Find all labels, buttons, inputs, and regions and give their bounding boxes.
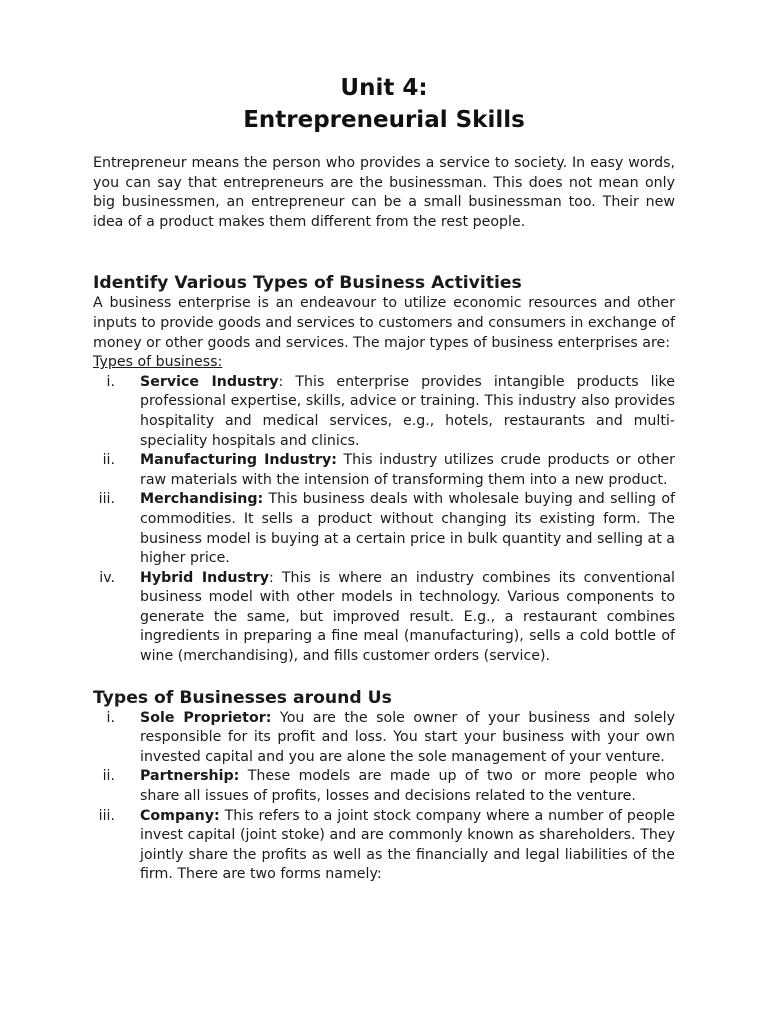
list-numeral: iv. xyxy=(99,569,115,586)
list-item-company xyxy=(93,807,675,885)
list-item-service-industry xyxy=(93,373,675,451)
title-line-2: Entrepreneurial Skills xyxy=(243,107,525,133)
section-heading-businesses-around-us: Types of Businesses around Us xyxy=(93,687,392,708)
list-item-text: This refers to a joint stock company where a number of people invest capital (joint stoke) and are commonly known as shareholders. They jointly share the profits as well as the financially and legal liabilities of the firm. There are two forms namely: xyxy=(140,807,675,883)
business-types-list xyxy=(93,373,675,667)
list-numeral: ii. xyxy=(102,768,115,785)
list-item-manufacturing-industry xyxy=(93,451,675,490)
list-item-term: Merchandising: xyxy=(140,491,264,508)
list-numeral: iii. xyxy=(98,491,115,508)
list-item-hybrid-industry xyxy=(93,569,675,667)
intro-section xyxy=(93,154,675,232)
list-numeral: ii. xyxy=(102,452,115,469)
list-item-term: Hybrid Industry xyxy=(140,569,269,586)
list-item-text: You are the sole owner of your business and solely responsible for its profit and loss. You start your business with your own invested capital and you are alone the sole management of your venture. xyxy=(140,709,676,765)
document-page xyxy=(93,72,675,885)
list-item-term: Manufacturing Industry: xyxy=(140,452,337,469)
list-item-text: : This enterprise provides intangible products like professional expertise, skills, advice or training. This industry also provides hospitality and medical services, e.g., hotels, restaurants and multi-speciality hospitals and clinics. xyxy=(140,373,675,449)
list-numeral: iii. xyxy=(98,807,115,824)
list-item-term: Sole Proprietor: xyxy=(140,709,272,726)
list-item-text: This industry utilizes crude products or other raw materials with the intension of transforming them into a new product. xyxy=(140,452,675,488)
list-item-text: These models are made up of two or more people who share all issues of profits, losses and decisions related to the venture. xyxy=(140,768,675,805)
list-item-term: Service Industry xyxy=(140,373,279,390)
business-enterprise-paragraph: A business enterprise is an endeavour to utilize economic resources and other inputs to provide goods and services to customers and consumers in exchange of money or other goods and services. The major types of business enterprises are: xyxy=(93,295,675,351)
page-title xyxy=(93,72,675,136)
list-numeral: i. xyxy=(106,373,115,390)
intro-paragraph: Entrepreneur means the person who provides a service to society. In easy words, you can say that entrepreneurs are the businessman. This does not mean only big businessmen, an entrepreneur can be a small businessman too. Their new idea of a product makes them different from the rest people. xyxy=(93,155,675,230)
list-item-term: Company: xyxy=(140,807,220,824)
types-of-business-label: Types of business: xyxy=(93,354,223,371)
businesses-around-us-list xyxy=(93,709,675,885)
list-item-text: This business deals with wholesale buying and selling of commodities. It sells a product without changing its existing form. The business model is buying at a certain price in bulk quantity and selling at a higher price. xyxy=(140,491,675,567)
businesses-around-us-section xyxy=(93,687,675,885)
title-line-1: Unit 4: xyxy=(340,75,428,101)
section-heading-business-activities: Identify Various Types of Business Activities xyxy=(93,273,522,294)
list-item-text: : This is where an industry combines its conventional business model with other models in technology. Various components to generate the same, but improved result. E.g., a restaurant combines ingredients in preparing a fine meal (manufacturing), sells a cold bottle of wine (merchandising), and fills customer orders (service). xyxy=(140,569,676,665)
list-item-partnership xyxy=(93,767,675,806)
list-item-sole-proprietor xyxy=(93,709,675,768)
business-activities-section xyxy=(93,272,675,666)
list-item-merchandising xyxy=(93,490,675,568)
list-numeral: i. xyxy=(106,709,115,726)
list-item-term: Partnership: xyxy=(140,768,240,785)
